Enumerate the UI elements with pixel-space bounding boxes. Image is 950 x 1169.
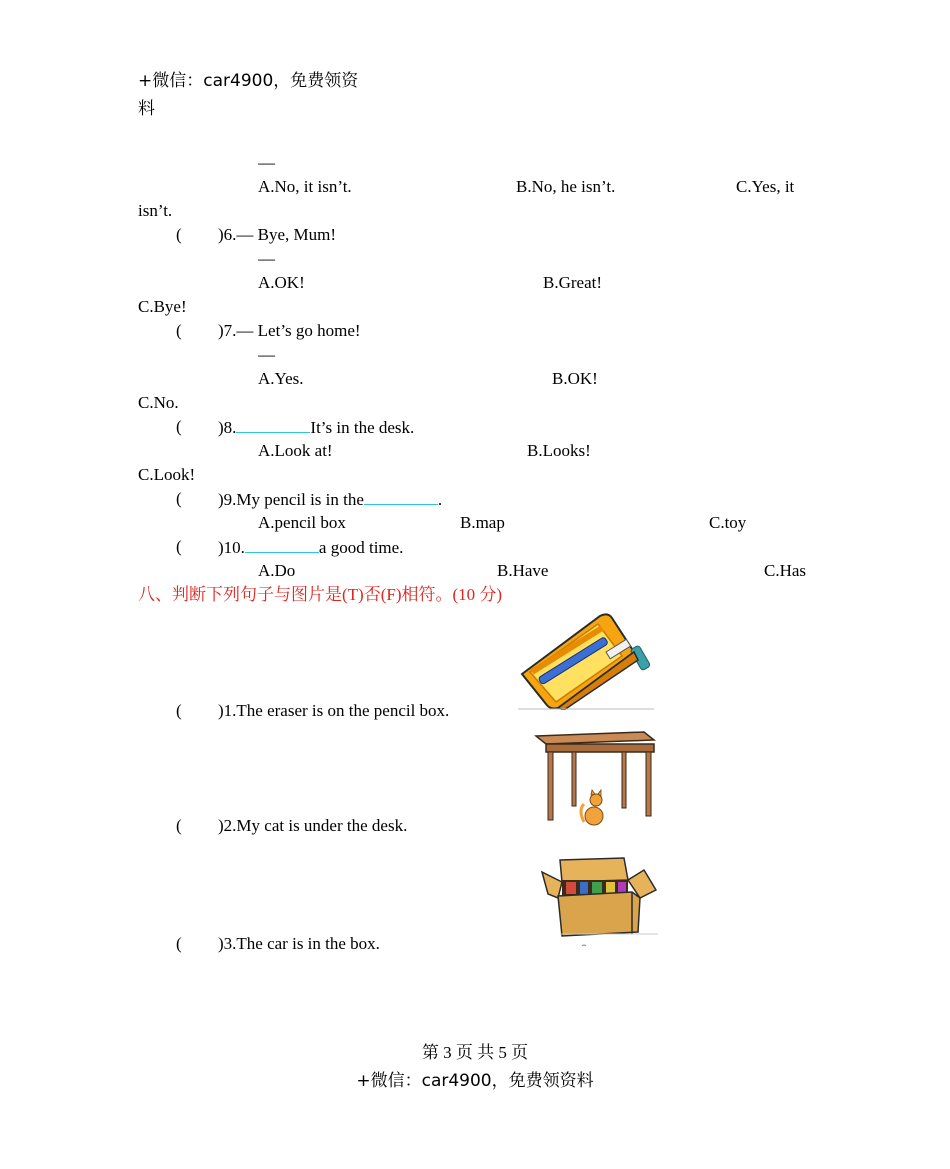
q5-dash: — (258, 153, 275, 172)
q7-dash: — (258, 345, 275, 364)
q9-option-a: A.pencil box (258, 513, 346, 532)
q8-option-b: B.Looks! (527, 441, 591, 460)
q10-option-b: B.Have (497, 561, 549, 580)
q8-option-a: A.Look at! (258, 441, 333, 460)
q7-option-a: A.Yes. (258, 369, 304, 388)
q8-answer-blank[interactable] (236, 416, 310, 433)
box-toys-image (540, 856, 658, 948)
q8-stem-post: It’s in the desk. (310, 418, 415, 437)
pencil-box-image (518, 612, 654, 710)
header-line-1: +微信：car4900，免费领资 (138, 71, 359, 91)
q5-option-b: B.No, he isn’t. (516, 177, 616, 196)
q9-stem-pre: )9.My pencil is in the (218, 490, 364, 509)
q6-paren: ( (176, 225, 182, 244)
q9-option-c: C.toy (709, 513, 747, 532)
desk-cat-image (534, 730, 656, 828)
section-8-title: 八、判断下列句子与图片是(T)否(F)相符。(10 分) (138, 585, 503, 604)
q7-stem: )7.— Let’s go home! (218, 321, 361, 340)
judge-2-paren: ( (176, 816, 182, 835)
q10-paren: ( (176, 537, 182, 556)
q7-option-b: B.OK! (552, 369, 598, 388)
q10-option-a: A.Do (258, 561, 296, 580)
header-line-2: 料 (138, 99, 155, 119)
q6-stem: )6.— Bye, Mum! (218, 225, 337, 244)
judge-1-text: )1.The eraser is on the pencil box. (218, 701, 450, 720)
q10-stem-pre: )10. (218, 538, 245, 557)
q6-option-a: A.OK! (258, 273, 305, 292)
judge-1-paren: ( (176, 701, 182, 720)
footer-promo: +微信：car4900，免费领资料 (356, 1071, 594, 1091)
q8-stem-pre: )8. (218, 418, 237, 437)
page-number: 第 3 页 共 5 页 (421, 1043, 529, 1062)
q10-stem (218, 536, 403, 559)
q9-answer-blank[interactable] (364, 488, 438, 505)
judge-2-text: )2.My cat is under the desk. (218, 816, 408, 835)
q5-option-c: C.Yes, it (736, 177, 795, 196)
q8-paren: ( (176, 417, 182, 436)
q8-stem (218, 416, 414, 439)
judge-3-paren: ( (176, 934, 182, 953)
q7-paren: ( (176, 321, 182, 340)
q9-paren: ( (176, 489, 182, 508)
q6-dash: — (258, 249, 275, 268)
q9-stem-post: . (437, 490, 443, 509)
q5-option-c-wrap: isn’t. (138, 201, 173, 220)
q9-option-b: B.map (460, 513, 505, 532)
q10-answer-blank[interactable] (245, 536, 319, 553)
q5-option-a: A.No, it isn’t. (258, 177, 352, 196)
q10-option-c: C.Has (764, 561, 807, 580)
q10-stem-post: a good time. (318, 538, 404, 557)
judge-3-text: )3.The car is in the box. (218, 934, 380, 953)
q8-option-c: C.Look! (138, 465, 196, 484)
q9-stem (218, 488, 442, 511)
q7-option-c: C.No. (138, 393, 179, 412)
q6-option-b: B.Great! (543, 273, 603, 292)
q6-option-c: C.Bye! (138, 297, 187, 316)
